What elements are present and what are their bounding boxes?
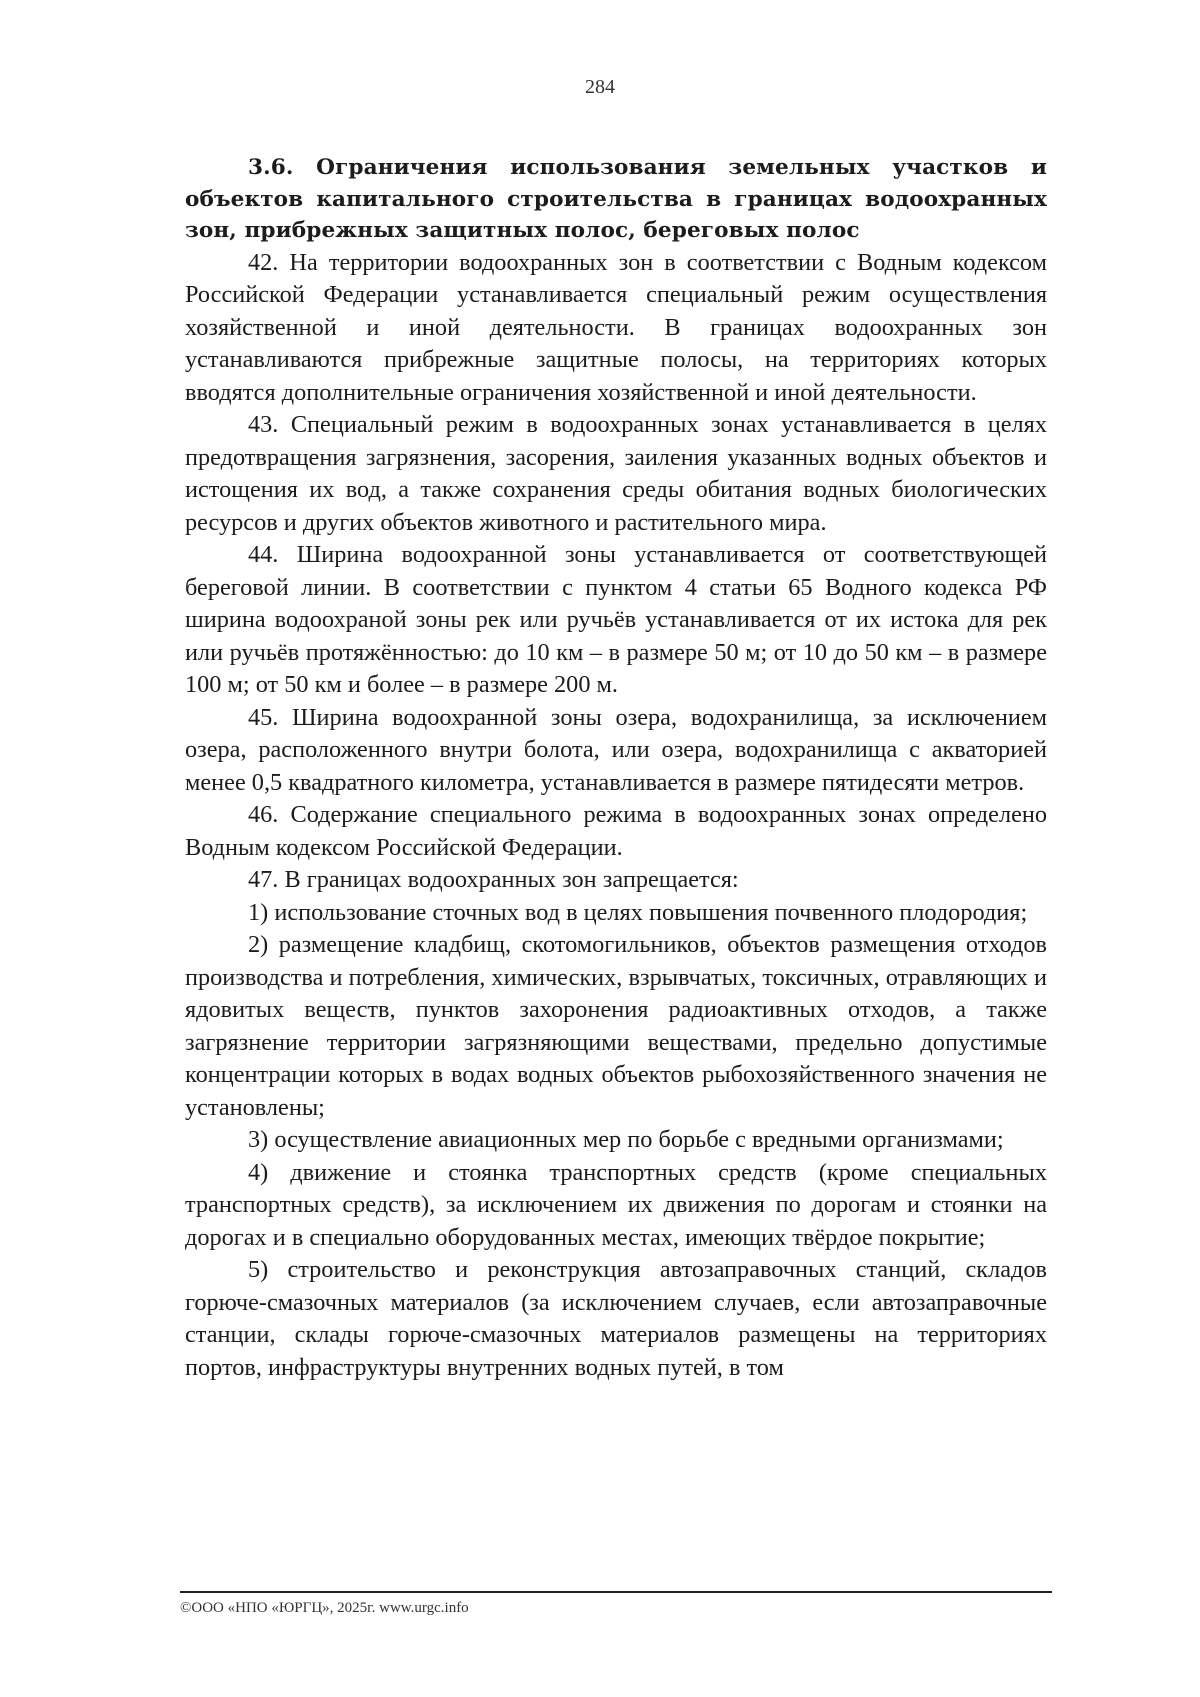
paragraph-42: 42. На территории водоохранных зон в соответствии с Водным кодексом Российской Федерации устанавливается специальный режим осуществления хозяйственной и иной деятельности. В границах водоохранных зон устанавливаются прибрежные защитные полосы, на территориях которых вводятся дополнительные ограничения хозяйственной и иной деятельности. [185,248,1047,406]
footer-copyright: ©ООО «НПО «ЮРГЦ», 2025г. www.urgc.info [180,1600,469,1616]
footer-divider [180,1591,1052,1593]
paragraph-47: 47. В границах водоохранных зон запрещается: [248,866,739,893]
paragraph-46: 46. Содержание специального режима в водоохранных зонах определено Водным кодексом Российской Федерации. [185,801,1047,861]
list-item-4: 4) движение и стоянка транспортных средств (кроме специальных транспортных средств), за исключением их движения по дорогам и стоянки на дорогах и в специально оборудованных местах, имеющих твёрдое покрытие; [185,1158,1047,1251]
paragraph-43: 43. Специальный режим в водоохранных зонах устанавливается в целях предотвращения загрязнения, засорения, заиления указанных водных объектов и истощения их вод, а также сохранения среды обитания водных биологических ресурсов и других объектов животного и растительного мира. [185,411,1047,536]
paragraph-45: 45. Ширина водоохранной зоны озера, водохранилища, за исключением озера, расположенного внутри болота, или озера, водохранилища с акваторией менее 0,5 квадратного километра, устанавливается в размере пятидесяти метров. [185,703,1047,796]
document-body [185,152,1047,1384]
list-item-2: 2) размещение кладбищ, скотомогильников, объектов размещения отходов производства и потребления, химических, взрывчатых, токсичных, отравляющих и ядовитых веществ, пунктов захоронения радиоактивных отходов, а также загрязнение территории загрязняющими веществами, предельно допустимые концентрации которых в водах водных объектов рыбохозяйственного значения не установлены; [185,931,1047,1121]
page-number: 284 [585,76,615,98]
list-item-5: 5) строительство и реконструкция автозаправочных станций, складов горюче-смазочных материалов (за исключением случаев, если автозаправочные станции, склады горюче-смазочных материалов размещены на территориях портов, инфраструктуры внутренних водных путей, в том [185,1256,1047,1381]
paragraph-44: 44. Ширина водоохранной зоны устанавливается от соответствующей береговой линии. В соответствии с пунктом 4 статьи 65 Водного кодекса РФ ширина водоохраной зоны рек или ручьёв устанавливается от их истока для рек или ручьёв протяжённостью: до 10 км – в размере 50 м; от 10 до 50 км – в размере 100 м; от 50 км и более – в размере 200 м. [185,541,1047,698]
section-title: 3.6. Ограничения использования земельных участков и объектов капитального строительства в границах водоохранных зон, прибрежных защитных полос, береговых полос [185,155,1047,243]
list-item-3: 3) осуществление авиационных мер по борьбе с вредными организмами; [248,1126,1004,1153]
list-item-1: 1) использование сточных вод в целях повышения почвенного плодородия; [248,898,1028,926]
